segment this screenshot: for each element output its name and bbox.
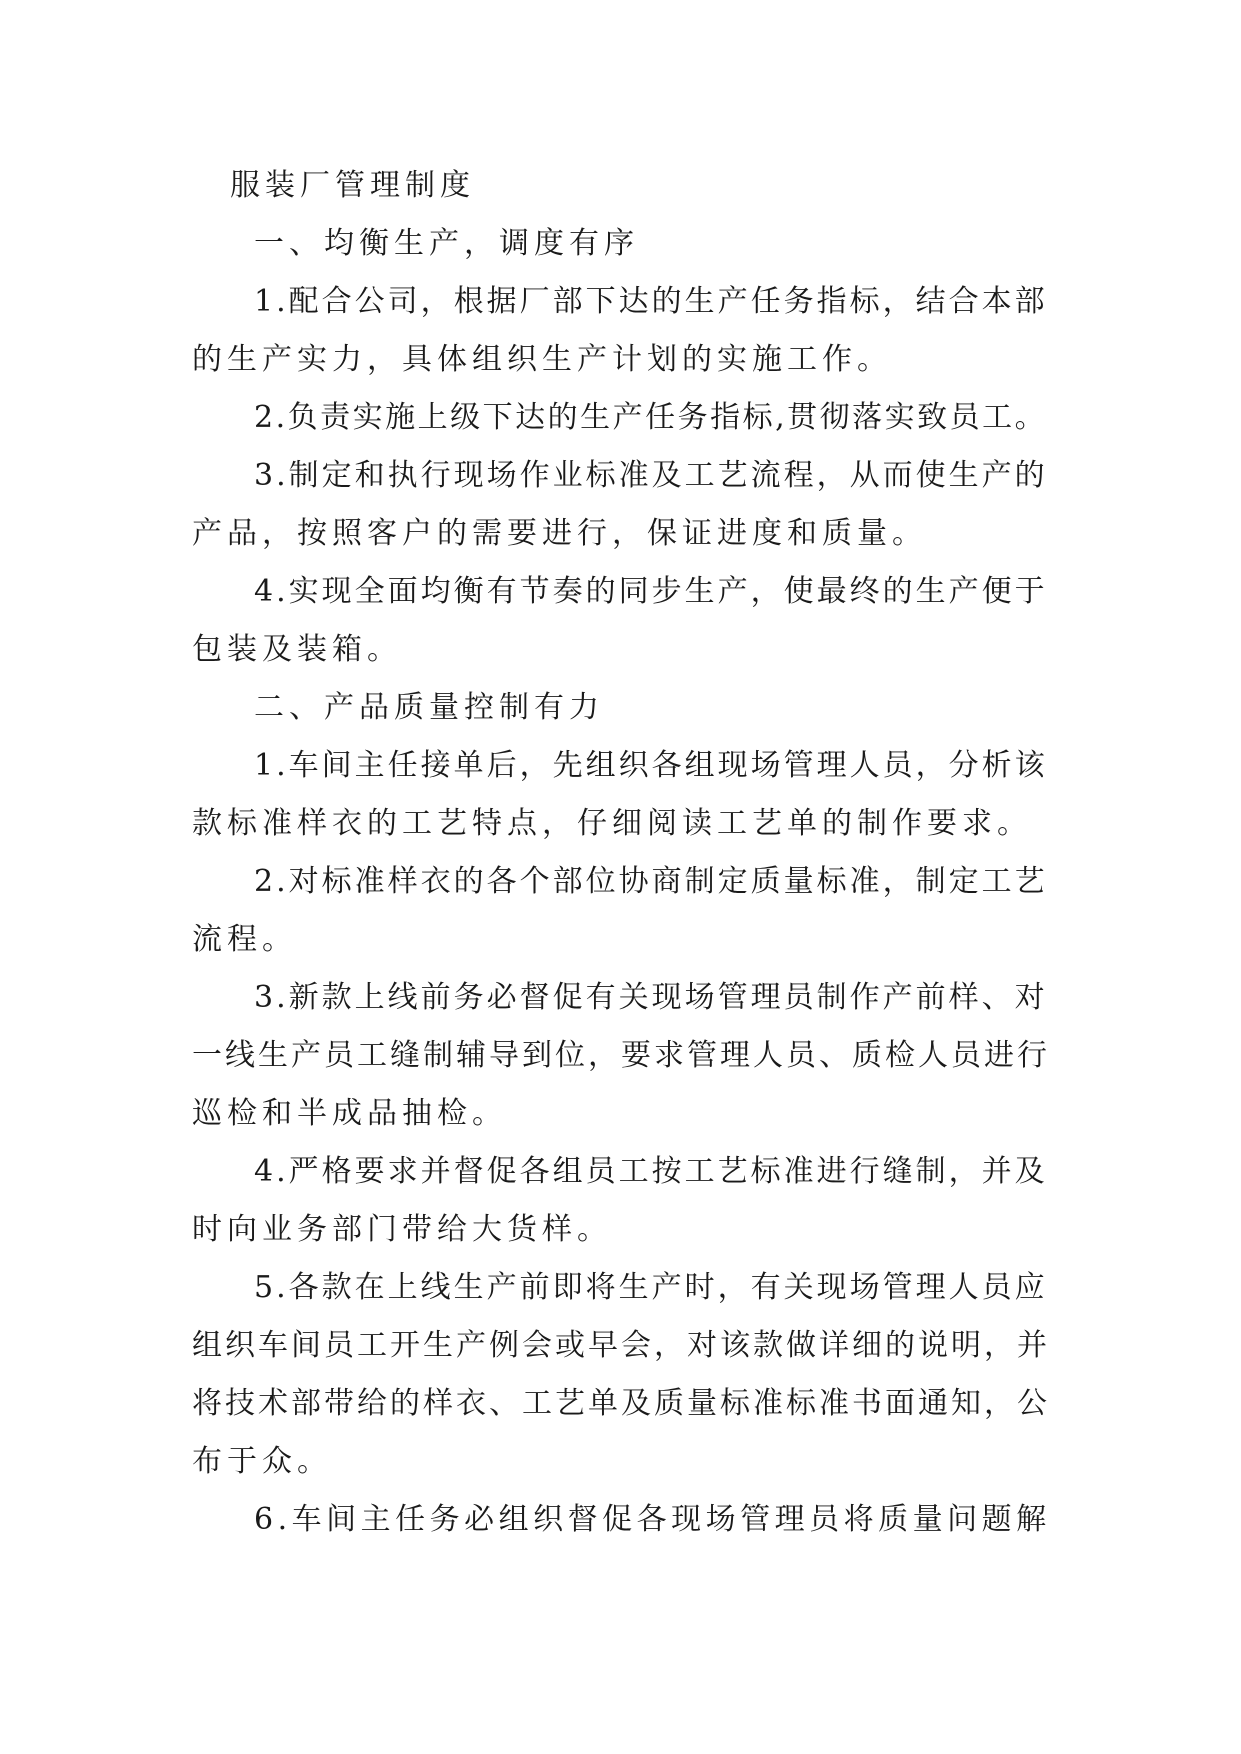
text-line: 巡检和半成品抽检。 [192,1096,507,1131]
document-body [192,157,1052,1549]
text-line: 流程。 [192,922,297,957]
text-line: 4.实现全面均衡有节奏的同步生产，使最终的生产便于 [254,574,1048,609]
document-title: 服装厂管理制度 [230,168,475,203]
text-line: 包装及装箱。 [192,632,402,667]
text-line: 一线生产员工缝制辅导到位，要求管理人员、质检人员进行 [192,1038,1050,1073]
text-line: 6.车间主任务必组织督促各现场管理员将质量问题解 [254,1502,1051,1537]
paragraph-lines [192,215,1052,1549]
text-line: 组织车间员工开生产例会或早会，对该款做详细的说明，并 [192,1328,1050,1363]
text-line: 3.新款上线前务必督促有关现场管理员制作产前样、对 [254,980,1048,1015]
text-line: 5.各款在上线生产前即将生产时，有关现场管理人员应 [254,1270,1048,1305]
text-line: 将技术部带给的样衣、工艺单及质量标准标准书面通知，公 [192,1386,1050,1421]
text-line: 1.配合公司，根据厂部下达的生产任务指标，结合本部 [254,284,1048,319]
text-line: 二、产品质量控制有力 [254,690,604,725]
text-line: 2.负责实施上级下达的生产任务指标,贯彻落实致员工。 [254,400,1048,435]
text-line: 一、均衡生产，调度有序 [254,226,639,261]
text-line: 产品，按照客户的需要进行，保证进度和质量。 [192,516,927,551]
text-line: 3.制定和执行现场作业标准及工艺流程，从而使生产的 [254,458,1048,493]
text-line: 时向业务部门带给大货样。 [192,1212,612,1247]
text-line: 4.严格要求并督促各组员工按工艺标准进行缝制，并及 [254,1154,1048,1189]
text-line: 款标准样衣的工艺特点，仔细阅读工艺单的制作要求。 [192,806,1032,841]
text-line: 布于众。 [192,1444,332,1479]
text-line: 的生产实力，具体组织生产计划的实施工作。 [192,342,892,377]
text-line: 2.对标准样衣的各个部位协商制定质量标准，制定工艺 [254,864,1048,899]
text-line: 1.车间主任接单后，先组织各组现场管理人员，分析该 [254,748,1048,783]
